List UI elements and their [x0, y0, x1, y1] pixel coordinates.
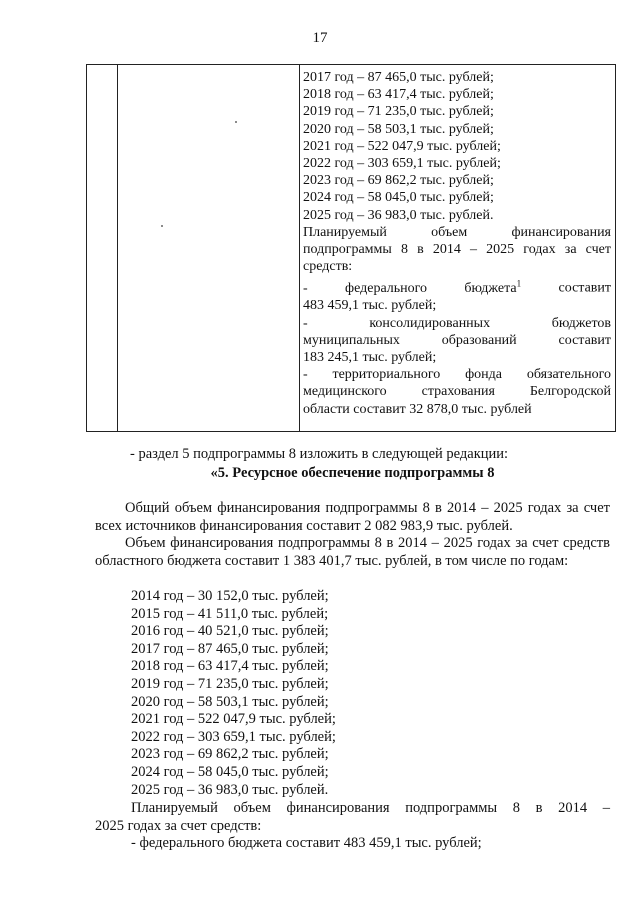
- section-intro-text: - раздел 5 подпрограммы 8 изложить в следующей редакции:: [130, 446, 509, 462]
- scan-speck: [161, 225, 163, 227]
- year-item: 2022 год – 303 659,1 тыс. рублей;: [131, 728, 336, 745]
- table-planned-text: подпрограммы 8 в 2014 – 2025 годах за счет: [303, 242, 611, 258]
- year-item: 2019 год – 71 235,0 тыс. рублей;: [131, 675, 329, 692]
- paragraph-total: Общий объем финансирования подпрограммы 8 в 2014 – 2025 годах за счет всех источников финансирования составит 2 082 983,9 тыс. рублей.: [95, 500, 610, 534]
- year-item: 2021 год – 522 047,9 тыс. рублей;: [131, 711, 336, 728]
- year-item: 2014 год – 30 152,0 тыс. рублей;: [131, 588, 329, 604]
- table-year-line: 2020 год – 58 503,1 тыс. рублей;: [303, 121, 494, 137]
- column-divider-1: [117, 65, 118, 431]
- table-territorial-text: области составит 32 878,0 тыс. рублей: [303, 401, 532, 417]
- footnote-marker: 1: [516, 278, 522, 289]
- table-year-line: 2017 год – 87 465,0 тыс. рублей;: [303, 70, 494, 85]
- federal-final-line: - федерального бюджета составит 483 459,1 тыс. рублей;: [131, 835, 482, 852]
- paragraph-planned: [95, 800, 610, 853]
- section-intro: [95, 446, 610, 464]
- federal-label: - федерального бюджета$^1$: [303, 278, 522, 297]
- year-item: 2025 год – 36 983,0 тыс. рублей.: [131, 781, 329, 798]
- table-year-line: 2019 год – 71 235,0 тыс. рублей;: [303, 104, 494, 120]
- table-consolidated-text: 183 245,1 тыс. рублей;: [303, 349, 437, 365]
- table-year-line: 2025 год – 36 983,0 тыс. рублей.: [303, 207, 494, 223]
- section-heading: «5. Ресурсное обеспечение подпрограммы 8: [210, 465, 495, 481]
- paragraph-regional: Объем финансирования подпрограммы 8 в 2014 – 2025 годах за счет средств областного бюджета составит 1 383 401,7 тыс. рублей, в том числе по годам:: [95, 535, 610, 569]
- table-year-line: 2023 год – 69 862,2 тыс. рублей;: [303, 173, 494, 189]
- table-planned-text: Планируемый объем финансирования: [303, 224, 611, 240]
- year-item: 2018 год – 63 417,4 тыс. рублей;: [131, 658, 329, 675]
- table-federal-text: 483 459,1 тыс. рублей;: [303, 298, 437, 314]
- table-year-line: 2018 год – 63 417,4 тыс. рублей;: [303, 87, 494, 103]
- paragraph-planned-line: Планируемый объем финансирования подпрограммы 8 в 2014 –: [131, 800, 610, 816]
- table-planned-text: средств:: [303, 259, 353, 275]
- year-item: 2023 год – 69 862,2 тыс. рублей;: [131, 746, 329, 763]
- table-cell-financing: [303, 69, 611, 418]
- table-territorial-text: - территориального фонда обязательного: [303, 367, 611, 383]
- table-year-line: 2022 год – 303 659,1 тыс. рублей;: [303, 156, 501, 172]
- scan-speck: [235, 121, 237, 123]
- year-item: 2015 год – 41 511,0 тыс. рублей;: [131, 605, 329, 622]
- paragraph-planned-line: 2025 годах за счет средств:: [95, 817, 262, 834]
- page-number: 17: [312, 30, 328, 46]
- table-federal-text: - федерального бюджета$^1$ составит: [303, 278, 611, 297]
- table-consolidated-text: - консолидированных бюджетов: [303, 315, 611, 331]
- table-territorial-text: медицинского страхования Белгородской: [303, 384, 611, 400]
- column-divider-2: [299, 65, 300, 431]
- year-item: 2024 год – 58 045,0 тыс. рублей;: [131, 763, 329, 780]
- financing-table: [86, 64, 616, 432]
- table-year-line: 2024 год – 58 045,0 тыс. рублей;: [303, 190, 494, 206]
- year-item: 2016 год – 40 521,0 тыс. рублей;: [131, 623, 329, 640]
- years-list: [95, 588, 610, 799]
- table-consolidated-text: муниципальных образований составит: [303, 332, 611, 348]
- year-item: 2017 год – 87 465,0 тыс. рублей;: [131, 640, 329, 657]
- table-year-line: 2021 год – 522 047,9 тыс. рублей;: [303, 138, 501, 154]
- year-item: 2020 год – 58 503,1 тыс. рублей;: [131, 693, 329, 710]
